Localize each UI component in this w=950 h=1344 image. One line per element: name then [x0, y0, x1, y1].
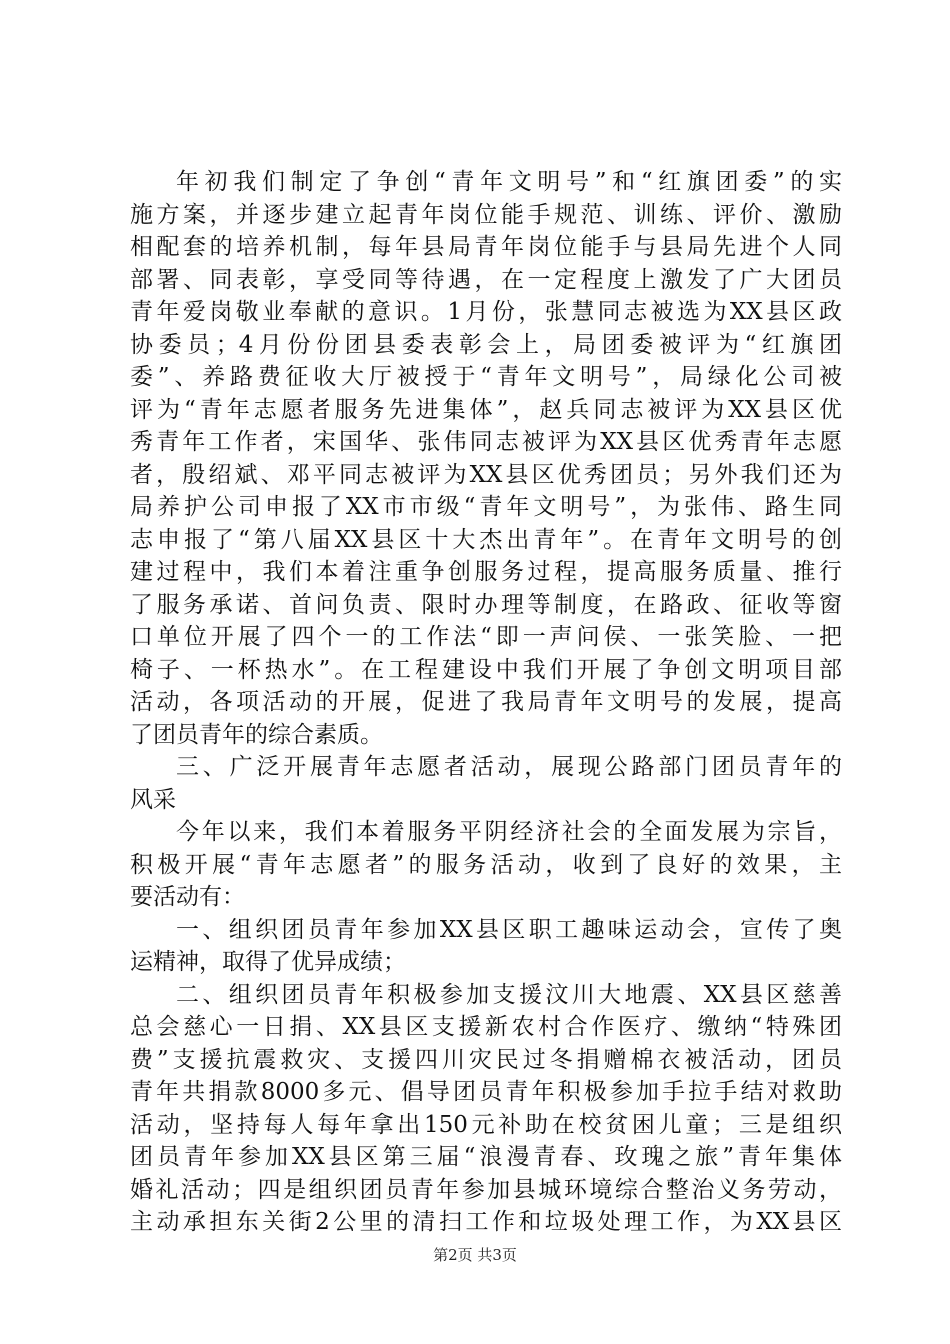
- text-line: 局养护公司申报了XX市市级“青年文明号”，为张伟、路生同: [130, 494, 842, 520]
- text-line: 年初我们制定了争创“青年文明号”和“红旗团委”的实: [176, 169, 842, 195]
- text-line: 总会慈心一日捐、XX县区支援新农村合作医疗、缴纳“特殊团: [130, 1014, 842, 1040]
- text-line: 了团员青年的综合素质。: [130, 721, 383, 748]
- text-line: 三、广泛开展青年志愿者活动，展现公路部门团员青年的: [176, 754, 842, 780]
- text-line: 施方案，并逐步建立起青年岗位能手规范、训练、评价、激励: [130, 201, 842, 228]
- text-line: 风采: [130, 786, 176, 813]
- text-line: 志申报了“第八届XX县区十大杰出青年”。在青年文明号的创: [130, 526, 842, 553]
- text-line: 青年共捐款8000多元、倡导团员青年积极参加手拉手结对救助: [130, 1079, 842, 1105]
- text-line: 费”支援抗震救灾、支援四川灾民过冬捐赠棉衣被活动，团员: [130, 1046, 842, 1073]
- text-line: 要活动有：: [130, 884, 245, 910]
- text-line: 协委员；4月份份团县委表彰会上，局团委被评为“红旗团: [130, 331, 842, 358]
- text-line: 建过程中，我们本着注重争创服务过程，提高服务质量、推行: [130, 559, 842, 585]
- text-line: 秀青年工作者，宋国华、张伟同志被评为XX县区优秀青年志愿: [130, 429, 842, 455]
- text-line: 相配套的培养机制，每年县局青年岗位能手与县局先进个人同: [130, 234, 842, 260]
- text-line: 椅子、一杯热水”。在工程建设中我们开展了争创文明项目部: [130, 656, 842, 683]
- text-line: 委”、养路费征收大厅被授于“青年文明号”，局绿化公司被: [130, 364, 842, 390]
- text-line: 团员青年参加XX县区第三届“浪漫青春、玫瑰之旅”青年集体: [130, 1144, 842, 1170]
- text-line: 评为“青年志愿者服务先进集体”，赵兵同志被评为XX县区优: [130, 396, 842, 423]
- text-line: 部署、同表彰，享受同等待遇，在一定程度上激发了广大团员: [130, 266, 842, 293]
- text-line: 二、组织团员青年积极参加支援汶川大地震、XX县区慈善: [176, 981, 842, 1008]
- text-line: 口单位开展了四个一的工作法“即一声问侯、一张笑脸、一把: [130, 624, 842, 650]
- text-line: 婚礼活动；四是组织团员青年参加县城环境综合整治义务劳动，: [130, 1176, 842, 1203]
- text-line: 一、组织团员青年参加XX县区职工趣味运动会，宣传了奥: [176, 916, 842, 943]
- text-line: 者，殷绍斌、邓平同志被评为XX县区优秀团员；另外我们还为: [130, 461, 842, 488]
- page-footer: 第2页 共3页: [433, 1246, 517, 1264]
- text-line: 活动，坚持每人每年拿出150元补助在校贫困儿童；三是组织: [130, 1111, 842, 1138]
- text-line: 了服务承诺、首问负责、限时办理等制度，在路政、征收等窗: [130, 591, 842, 618]
- text-line: 活动，各项活动的开展，促进了我局青年文明号的发展，提高: [130, 689, 842, 715]
- document-body: [130, 166, 842, 1239]
- text-line: 运精神，取得了优异成绩；: [130, 949, 406, 975]
- text-line: 青年爱岗敬业奉献的意识。1月份，张慧同志被选为XX县区政: [130, 299, 842, 325]
- text-line: 积极开展“青年志愿者”的服务活动，收到了良好的效果，主: [130, 851, 842, 878]
- text-line: 主动承担东关街2公里的清扫工作和垃圾处理工作，为XX县区: [130, 1209, 842, 1235]
- text-line: 今年以来，我们本着服务平阴经济社会的全面发展为宗旨，: [176, 819, 842, 845]
